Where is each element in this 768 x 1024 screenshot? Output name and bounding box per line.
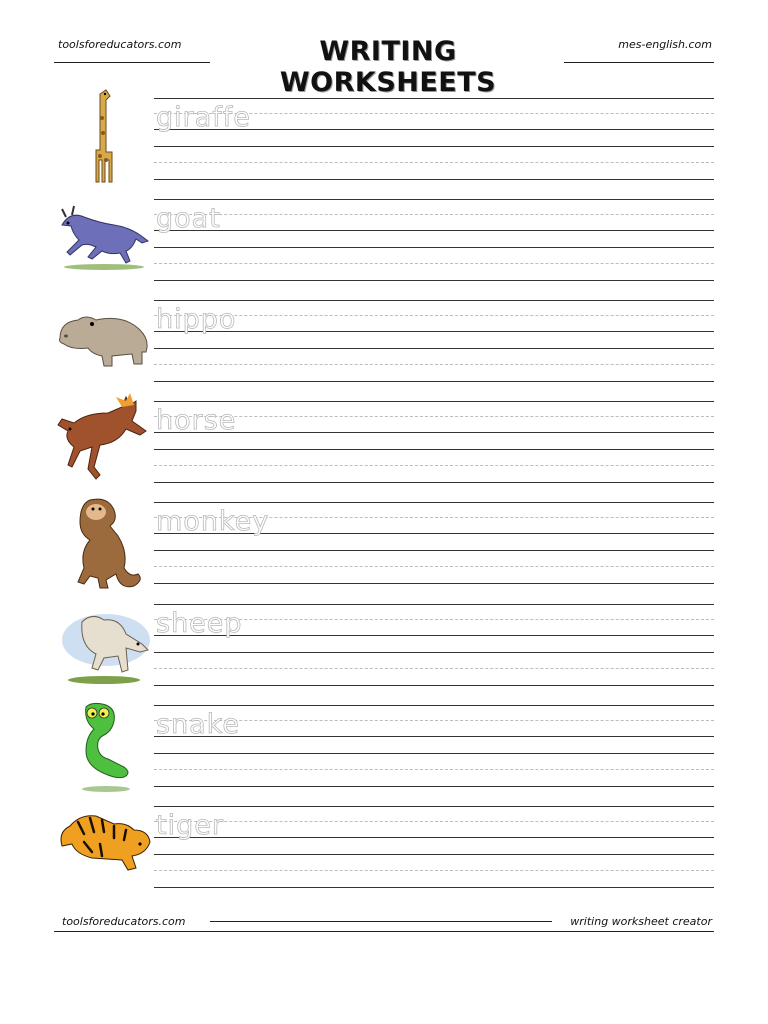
handwriting-lines: [154, 806, 714, 907]
header-right-site: mes-english.com: [618, 38, 712, 51]
trace-word: horse: [156, 405, 237, 436]
trace-word: hippo: [156, 304, 237, 335]
footer-rule: [210, 921, 552, 922]
hippo-icon: [56, 310, 154, 374]
worksheet-row-goat: [0, 199, 768, 300]
snake-icon: [76, 701, 138, 793]
trace-word: giraffe: [156, 102, 251, 133]
header-rule-right: [564, 62, 714, 63]
worksheet-row-horse: [0, 401, 768, 502]
trace-word: snake: [156, 709, 241, 740]
trace-word: tiger: [156, 810, 224, 841]
footer-right-text: writing worksheet creator: [570, 915, 712, 928]
worksheet-row-monkey: [0, 502, 768, 603]
giraffe-icon: [86, 88, 120, 186]
header-left-site: toolsforeducators.com: [58, 38, 182, 51]
handwriting-lines: [154, 300, 714, 401]
footer-left-site: toolsforeducators.com: [62, 915, 186, 928]
worksheet-row-hippo: [0, 300, 768, 401]
page-title: WRITING WORKSHEETS: [279, 36, 497, 98]
worksheet-row-tiger: [0, 806, 768, 907]
sheep-icon: [60, 610, 152, 686]
trace-word: goat: [156, 203, 221, 234]
footer-base-rule: [54, 931, 714, 932]
handwriting-lines: [154, 199, 714, 300]
worksheet-row-sheep: [0, 604, 768, 705]
goat-icon: [56, 203, 154, 271]
worksheet-row-giraffe: [0, 98, 768, 199]
horse-icon: [56, 393, 154, 491]
monkey-icon: [68, 496, 142, 592]
tiger-icon: [56, 812, 154, 882]
trace-word: monkey: [156, 506, 270, 537]
worksheet-row-snake: [0, 705, 768, 806]
handwriting-lines: [154, 401, 714, 502]
trace-word: sheep: [156, 608, 243, 639]
header-rule-left: [54, 62, 210, 63]
